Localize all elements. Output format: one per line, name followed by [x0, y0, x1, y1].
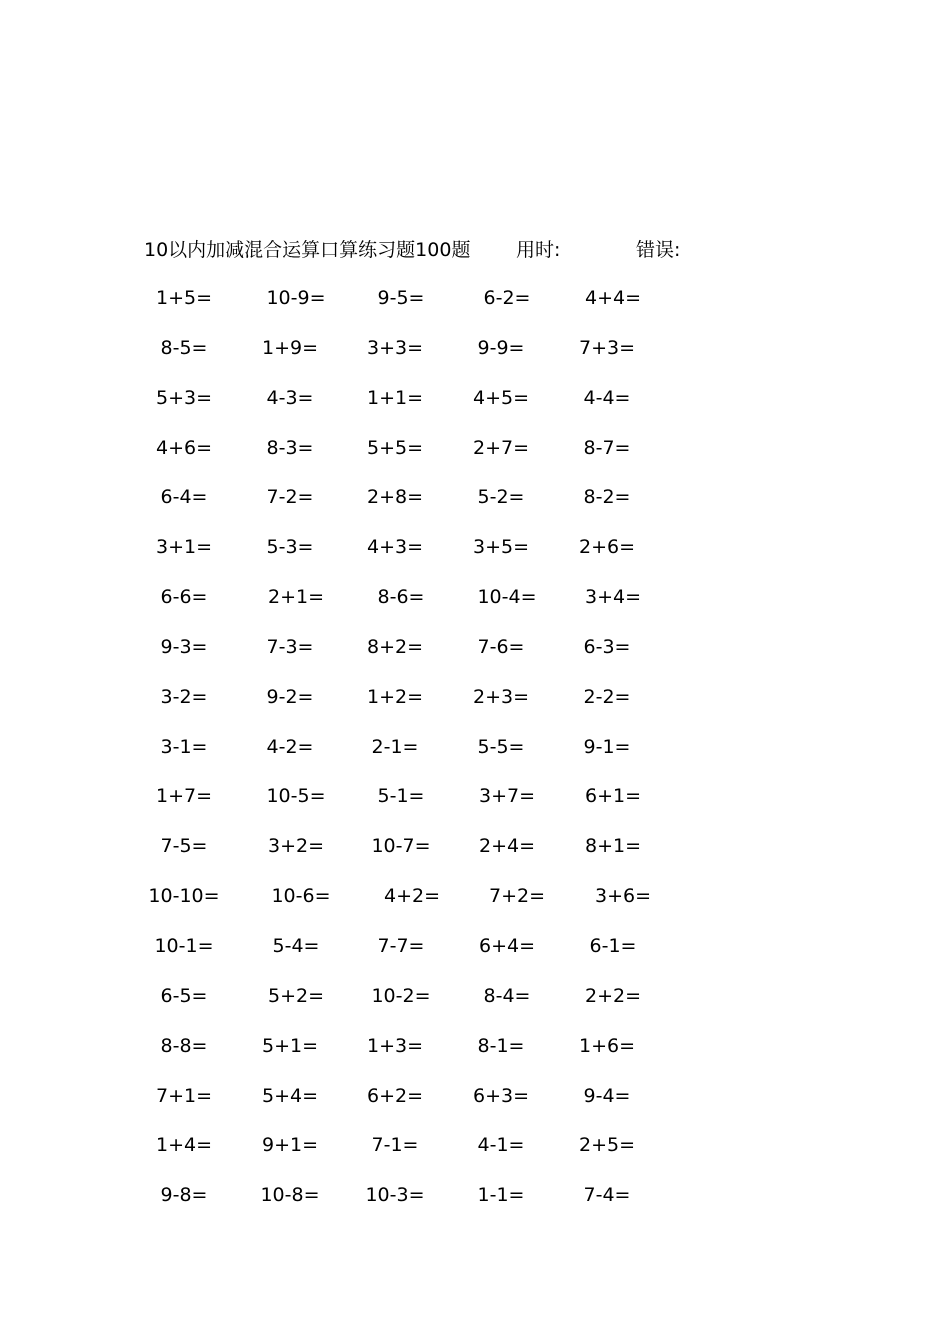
problem-cell: 6-4=: [160, 486, 208, 509]
problem-cell: 9-9=: [477, 336, 525, 359]
problem-cell: 10-7=: [371, 835, 431, 858]
problem-cell: 10-8=: [260, 1184, 320, 1207]
problem-cell: 5+3=: [155, 386, 213, 409]
problem-row: [0, 1032, 950, 1082]
problem-cell: 3-2=: [160, 685, 208, 708]
problem-cell: 2+6=: [578, 536, 636, 559]
problem-cell: 10-1=: [154, 934, 214, 957]
problem-cell: 2+7=: [472, 436, 530, 459]
problem-cell: 5-5=: [477, 735, 525, 758]
problem-cell: 4-4=: [583, 386, 631, 409]
problem-row: [0, 483, 950, 533]
problem-cell: 8-7=: [583, 436, 631, 459]
problem-row: [0, 882, 950, 932]
problem-cell: 2+1=: [267, 586, 325, 609]
problem-cell: 3-1=: [160, 735, 208, 758]
problem-cell: 1+6=: [578, 1034, 636, 1057]
problem-cell: 4+4=: [584, 287, 642, 309]
problem-row: [0, 284, 950, 334]
problem-cell: 2+8=: [366, 486, 424, 509]
problem-cell: 1+5=: [155, 287, 213, 309]
problem-row: [0, 683, 950, 733]
problem-cell: 3+3=: [366, 336, 424, 359]
problem-cell: 9+1=: [261, 1134, 319, 1157]
problem-cell: 5-4=: [272, 934, 320, 957]
problem-cell: 8-3=: [266, 436, 314, 459]
problem-cell: 9-4=: [583, 1084, 631, 1107]
problem-cell: 10-2=: [371, 984, 431, 1007]
problem-row: [0, 733, 950, 783]
problem-cell: 6-2=: [483, 287, 531, 309]
problem-cell: 8-5=: [160, 336, 208, 359]
problem-cell: 1+4=: [155, 1134, 213, 1157]
problem-cell: 1+1=: [366, 386, 424, 409]
problem-row: [0, 832, 950, 882]
problem-cell: 7+3=: [578, 336, 636, 359]
problem-cell: 2-2=: [583, 685, 631, 708]
problem-cell: 9-5=: [377, 287, 425, 309]
problem-cell: 9-2=: [266, 685, 314, 708]
worksheet-header: [0, 236, 950, 264]
problem-cell: 8-1=: [477, 1034, 525, 1057]
problem-row: [0, 633, 950, 683]
problem-cell: 6-1=: [589, 934, 637, 957]
problem-cell: 7-7=: [377, 934, 425, 957]
problem-cell: 3+6=: [594, 885, 652, 908]
problem-row: [0, 1181, 950, 1231]
problem-row: [0, 1131, 950, 1181]
problem-cell: 1+7=: [155, 785, 213, 808]
problem-cell: 6+2=: [366, 1084, 424, 1107]
problem-cell: 8-8=: [160, 1034, 208, 1057]
problem-cell: 3+2=: [267, 835, 325, 858]
problem-cell: 6+4=: [478, 934, 536, 957]
problem-cell: 5+1=: [261, 1034, 319, 1057]
problem-cell: 7+1=: [155, 1084, 213, 1107]
problem-cell: 8-4=: [483, 984, 531, 1007]
worksheet-title: 10以内加减混合运算口算练习题100题: [144, 239, 471, 261]
problem-cell: 5+4=: [261, 1084, 319, 1107]
problem-cell: 7-2=: [266, 486, 314, 509]
problem-cell: 5-1=: [377, 785, 425, 808]
problem-cell: 8-6=: [377, 586, 425, 609]
problem-cell: 2+5=: [578, 1134, 636, 1157]
problem-cell: 2+3=: [472, 685, 530, 708]
problem-row: [0, 1082, 950, 1132]
problem-cell: 4-1=: [477, 1134, 525, 1157]
problem-cell: 9-8=: [160, 1184, 208, 1207]
problem-cell: 2+4=: [478, 835, 536, 858]
problem-cell: 8+2=: [366, 635, 424, 658]
problem-cell: 9-3=: [160, 635, 208, 658]
problem-cell: 6-3=: [583, 635, 631, 658]
time-used-label: 用时:: [516, 239, 561, 261]
problem-cell: 5+5=: [366, 436, 424, 459]
problem-cell: 9-1=: [583, 735, 631, 758]
problem-cell: 1+2=: [366, 685, 424, 708]
problem-cell: 6+1=: [584, 785, 642, 808]
problem-cell: 2+2=: [584, 984, 642, 1007]
problem-cell: 6-5=: [160, 984, 208, 1007]
problem-cell: 7-5=: [160, 835, 208, 858]
problem-cell: 5-2=: [477, 486, 525, 509]
problem-cell: 4+3=: [366, 536, 424, 559]
problem-cell: 8-2=: [583, 486, 631, 509]
problem-row: [0, 583, 950, 633]
problem-row: [0, 932, 950, 982]
problem-row: [0, 533, 950, 583]
problem-cell: 10-9=: [266, 287, 326, 309]
problem-cell: 7-1=: [371, 1134, 419, 1157]
problem-cell: 6-6=: [160, 586, 208, 609]
problem-row: [0, 384, 950, 434]
problem-cell: 7-6=: [477, 635, 525, 658]
problem-cell: 10-6=: [271, 885, 331, 908]
errors-label: 错误:: [636, 239, 681, 261]
problem-row: [0, 434, 950, 484]
problem-cell: 10-10=: [148, 885, 220, 908]
problem-grid: [0, 284, 950, 1231]
problem-cell: 4-2=: [266, 735, 314, 758]
problem-cell: 4+2=: [383, 885, 441, 908]
problem-cell: 3+7=: [478, 785, 536, 808]
problem-cell: 2-1=: [371, 735, 419, 758]
problem-cell: 1+9=: [261, 336, 319, 359]
problem-cell: 4+6=: [155, 436, 213, 459]
problem-row: [0, 982, 950, 1032]
problem-cell: 10-3=: [365, 1184, 425, 1207]
problem-cell: 1-1=: [477, 1184, 525, 1207]
problem-cell: 1+3=: [366, 1034, 424, 1057]
problem-row: [0, 334, 950, 384]
problem-cell: 7-3=: [266, 635, 314, 658]
problem-cell: 6+3=: [472, 1084, 530, 1107]
problem-cell: 8+1=: [584, 835, 642, 858]
problem-cell: 7-4=: [583, 1184, 631, 1207]
problem-cell: 3+1=: [155, 536, 213, 559]
problem-row: [0, 782, 950, 832]
problem-cell: 4+5=: [472, 386, 530, 409]
problem-cell: 4-3=: [266, 386, 314, 409]
problem-cell: 3+5=: [472, 536, 530, 559]
problem-cell: 5-3=: [266, 536, 314, 559]
problem-cell: 10-4=: [477, 586, 537, 609]
problem-cell: 7+2=: [488, 885, 546, 908]
problem-cell: 10-5=: [266, 785, 326, 808]
problem-cell: 3+4=: [584, 586, 642, 609]
problem-cell: 5+2=: [267, 984, 325, 1007]
